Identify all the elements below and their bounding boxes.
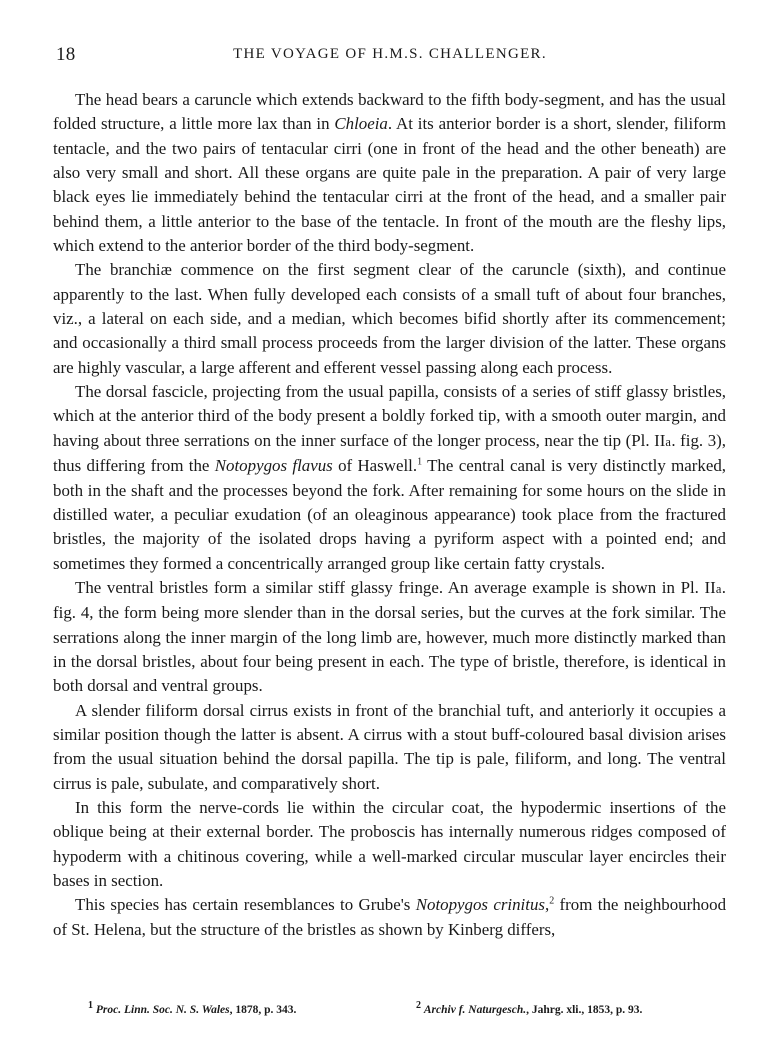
- running-title: THE VOYAGE OF H.M.S. CHALLENGER.: [233, 46, 547, 62]
- footnote-ref-2: 2: [549, 895, 555, 907]
- taxon-name: Notopygos crinitus: [415, 895, 545, 915]
- plate-suffix: a: [715, 581, 722, 596]
- paragraph-branchiae: The branchiæ commence on the first segment clear of the caruncle (sixth), and continue apparently to the last. When fully developed each consists of a small tuft of about four branches, viz., a lateral on each side, and a median, which becomes bifid shortly after its commencement; and occasionally a third small process proceeds from the larger division of the latter. These organs are highly vascular, a large afferent and efferent vessel passing along each process.: [53, 260, 726, 377]
- footnote-2: $^2$ Archiv f. Naturgesch., Jahrg. xli., 1853, p. 93.: [416, 1000, 643, 1016]
- taxon-name: Notopygos flavus: [214, 456, 333, 476]
- body-text: [53, 88, 726, 942]
- footnote-ref-1: 1: [417, 456, 423, 468]
- paragraph-head-description: The head bears a caruncle which extends backward to the fifth body-segment, and has the usual folded structure, a little more lax than in Chloeia. At its anterior border is a short, slender, filiform tentacle, and the two pairs of tentacular cirri (one in front of the head and the other beneath) are also very small and short. All these organs are quite pale in the preparation. A pair of very large black eyes lie immediately behind the tentacular cirri at the front of the head, and a smaller pair behind them, a little anterior to the base of the tentacle. In front of the mouth are the fleshy lips, which extend to the anterior border of the third body-segment.: [53, 90, 727, 256]
- footnote-1: $^1$ Proc. Linn. Soc. N. S. Wales, 1878, p. 343.: [88, 1000, 297, 1016]
- plate-suffix: a: [665, 434, 672, 449]
- page-number: 18: [56, 44, 76, 65]
- paragraph-dorsal-fascicle: The dorsal fascicle, projecting from the usual papilla, consists of a series of stiff glassy bristles, which at the anterior third of the body present a boldly forked tip, with a smooth outer margin, and having about three serrations on the inner surface of the longer process, near the tip (Pl. IIa. fig. 3), thus differing from the Notopygos flavus of Haswell.$^1$ The central canal is very distinctly marked, both in the shaft and the processes beyond the fork. After remaining for some hours on the slide in distilled water, a peculiar exudation (of an oleaginous appearance) took place from the fractured bristles, the majority of the isolated drops having a pyriform aspect with a pointed end; and sometimes they formed a concentrically arranged group like certain fatty crystals.: [53, 382, 726, 573]
- taxon-name: Chloeia: [334, 114, 388, 134]
- paragraph-ventral-bristles: The ventral bristles form a similar stiff glassy fringe. An average example is shown in Pl. IIa. fig. 4, the form being more slender than in the dorsal series, but the curves at the fork similar. The serrations along the inner margin of the long limb are, however, much more distinctly marked than in the dorsal bristles, about four being present in each. The type of bristle, therefore, is identical in both dorsal and ventral groups.: [53, 577, 726, 696]
- paragraph-dorsal-cirrus: A slender filiform dorsal cirrus exists in front of the branchial tuft, and anteriorly it occupies a similar position though the latter is absent. A cirrus with a stout buff-coloured basal division arises from the usual situation behind the dorsal papilla. The tip is pale, filiform, and long. The ventral cirrus is pale, subulate, and comparatively short.: [53, 700, 726, 793]
- page-header: [56, 44, 724, 68]
- paragraph-resemblances: This species has certain resemblances to Grube's Notopygos crinitus,$^2$ from the neighbourhood of St. Helena, but the structure of the bristles as shown by Kinberg differs,: [53, 895, 727, 939]
- paragraph-nerve-cords: In this form the nerve-cords lie within the circular coat, the hypodermic insertions of the oblique being at their external border. The proboscis has internally numerous ridges composed of hypoderm with a chitinous covering, while a well-marked circular muscular layer encircles their bases in section.: [53, 797, 726, 890]
